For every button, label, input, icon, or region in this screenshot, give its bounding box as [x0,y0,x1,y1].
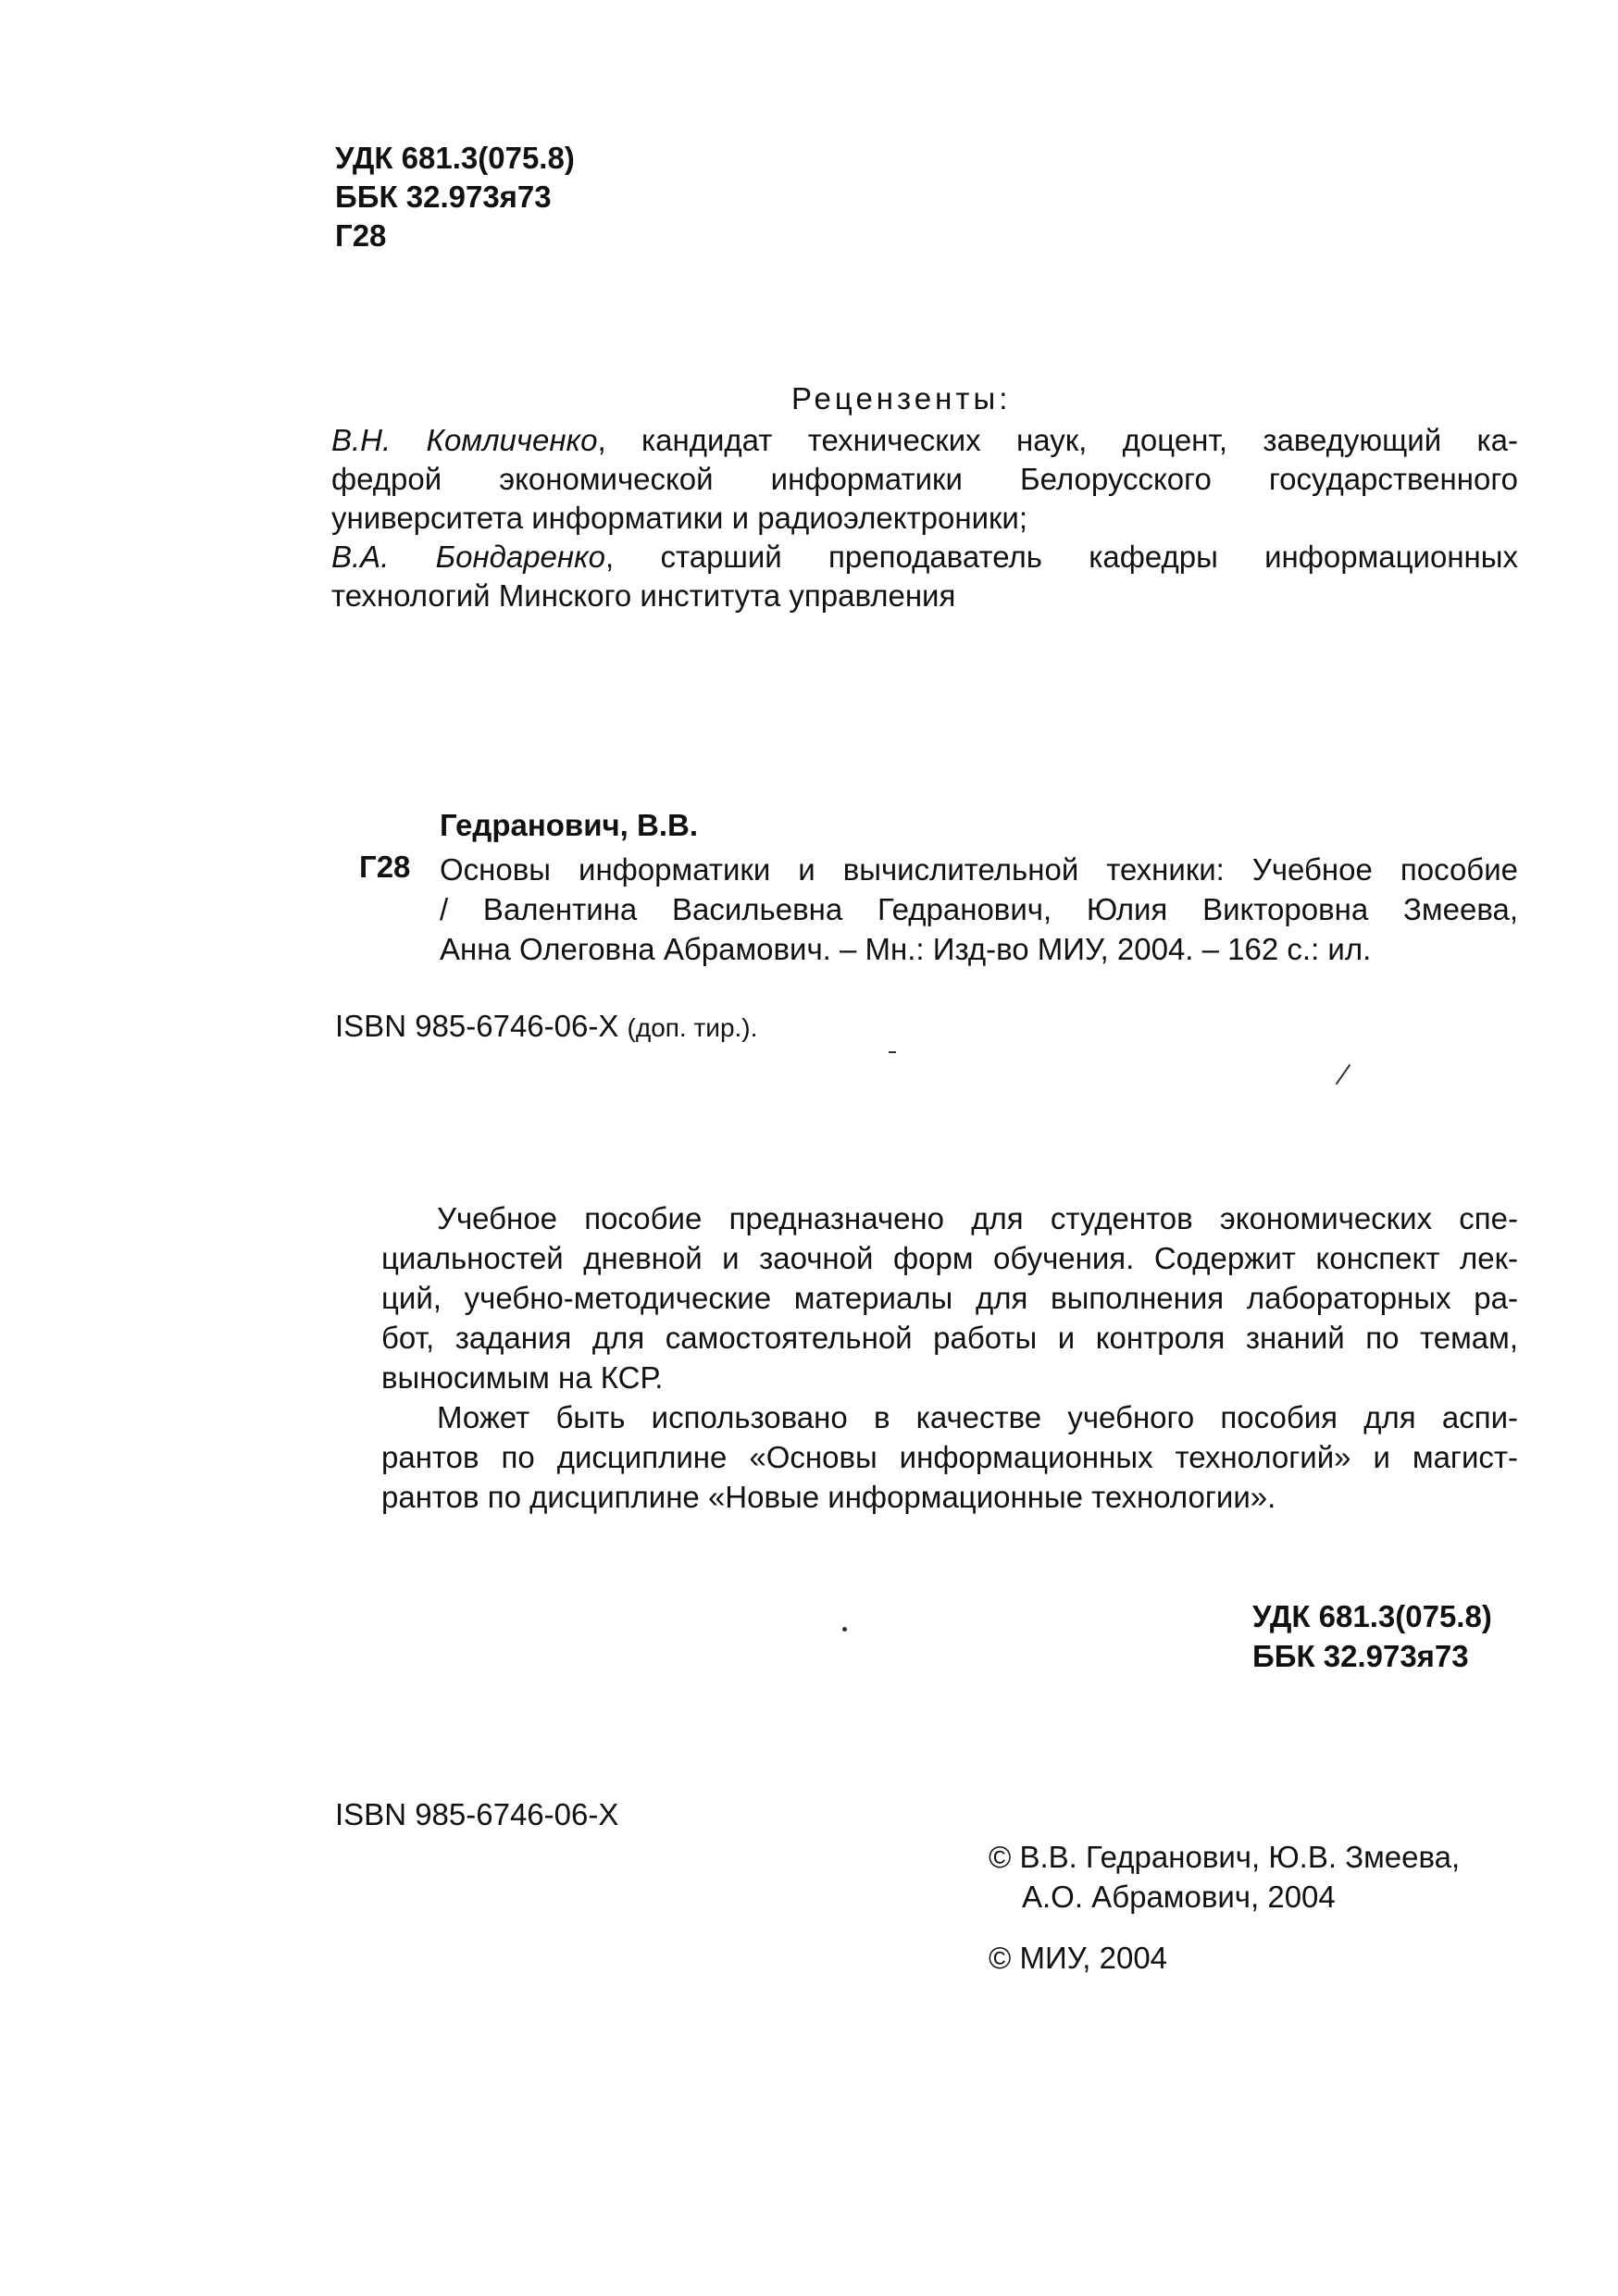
reviewer-1-name: В.Н. Комличенко [331,423,598,457]
isbn-bottom: ISBN 985-6746-06-X [335,1797,619,1831]
reviewer-1-line-2: федрой экономической информатики Белорусского государственного [331,462,1518,496]
copyright-authors [989,1837,1460,1917]
scan-dash-mark [889,1051,896,1053]
record-code: Г28 [359,850,411,884]
reviewer-2-line-1: В.А. Бондаренко, старший преподаватель кафедры информационных [331,540,1518,574]
bbk-code: ББК 32.973я73 [335,180,552,214]
reviewer-1-line-1: В.Н. Комличенко, кандидат технических наук, доцент, заведующий ка- [331,423,1519,457]
isbn-record [335,1009,757,1044]
abstract-p2-line-1: Может быть использовано в качестве учебного пособия для аспи- [437,1400,1518,1434]
abstract-p1-line-1: Учебное пособие предназначено для студентов экономических спе- [437,1201,1518,1235]
abstract-p1-line-5: выносимым на КСР. [381,1360,664,1395]
copyright-authors-line-1: © В.В. Гедранович, Ю.В. Змеева, [989,1840,1461,1874]
reviewer-2-line-2: технологий Минского института управления [331,578,956,613]
scan-slash-mark [1336,1064,1351,1085]
copyright-authors-line-2: А.О. Абрамович, 2004 [1022,1880,1336,1914]
udk-code: УДК 681.3(075.8) [335,141,575,175]
top-classification-codes [335,139,575,255]
bottom-classification-codes [1252,1596,1492,1676]
reviewers-heading: Рецензенты: [791,381,1012,416]
reviewer-1-line-3: университета информатики и радиоэлектроники; [331,501,1028,535]
udk-code-bottom: УДК 681.3(075.8) [1252,1599,1492,1633]
abstract-p1-line-3: ций, учебно-методические материалы для выполнения лабораторных ра- [381,1281,1518,1315]
reviewers-list [331,421,1518,615]
record-line-1: Основы информатики и вычислительной техники: Учебное пособие [440,852,1518,887]
copyright-publisher: © МИУ, 2004 [989,1941,1168,1975]
record-line-2: / Валентина Васильевна Гедранович, Юлия Викторовна Змеева, [440,892,1518,926]
abstract-p1-line-4: бот, задания для самостоятельной работы и контроля знаний по темам, [381,1321,1518,1355]
abstract [381,1198,1518,1517]
reviewer-2-name: В.А. Бондаренко [331,540,606,574]
isbn-note: (доп. тир.). [627,1013,758,1042]
abstract-p2-line-3: рантов по дисциплине «Новые информационные технологии». [381,1480,1276,1514]
bbk-code-bottom: ББК 32.973я73 [1252,1639,1469,1673]
abstract-p2-line-2: рантов по дисциплине «Основы информационных технологий» и магист- [381,1440,1518,1474]
isbn-number: ISBN 985-6746-06-X [335,1009,619,1043]
bibliographic-description [440,850,1518,969]
author-mark: Г28 [335,218,387,253]
record-author: Гедранович, В.В. [440,808,699,842]
scan-dot-mark [842,1627,847,1632]
abstract-p1-line-2: циальностей дневной и заочной форм обучения. Содержит конспект лек- [381,1241,1518,1275]
record-line-3: Анна Олеговна Абрамович. – Мн.: Изд-во МИУ, 2004. – 162 с.: ил. [440,932,1372,966]
